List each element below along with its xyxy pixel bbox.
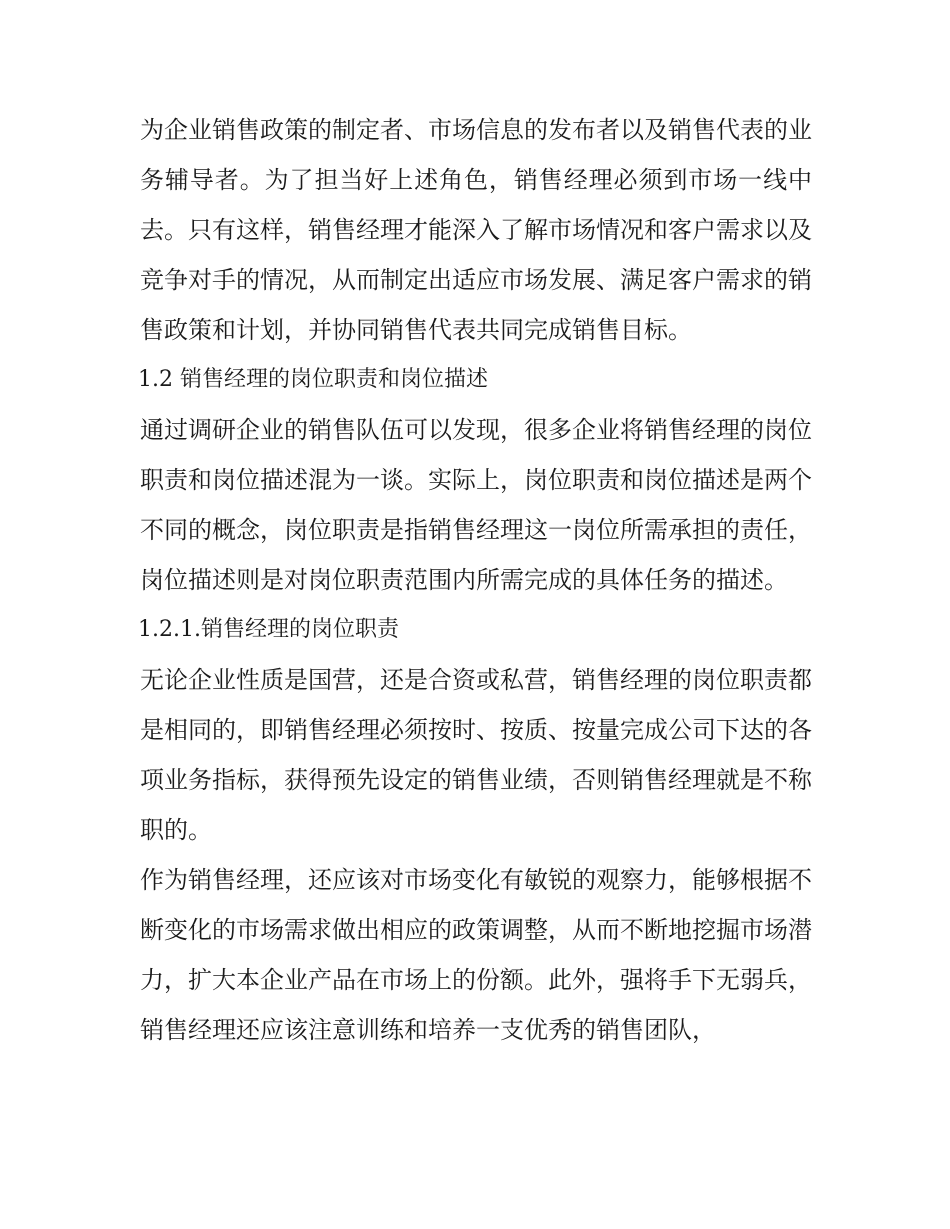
section-heading-1-2: 1.2 销售经理的岗位职责和岗位描述 xyxy=(138,367,488,392)
paragraph-section-1-2: 通过调研企业的销售队伍可以发现，很多企业将销售经理的岗位职责和岗位描述混为一谈。实际上，岗位职责和岗位描述是两个不同的概念，岗位职责是指销售经理这一岗位所需承担的责任，岗位描述则是对岗位职责范围内所需完成的具体任务的描述。 xyxy=(140,416,812,594)
paragraph-market-awareness: 作为销售经理，还应该对市场变化有敏锐的观察力，能够根据不断变化的市场需求做出相应的政策调整，从而不断地挖掘市场潜力，扩大本企业产品在市场上的份额。此外，强将手下无弱兵，销售经理还应该注意训练和培养一支优秀的销售团队， xyxy=(140,866,812,1044)
section-heading-1-2-1: 1.2.1.销售经理的岗位职责 xyxy=(138,617,399,642)
document-body xyxy=(140,105,812,1055)
paragraph-responsibility: 无论企业性质是国营，还是合资或私营，销售经理的岗位职责都是相同的，即销售经理必须按时、按质、按量完成公司下达的各项业务指标，获得预先设定的销售业绩，否则销售经理就是不称职的。 xyxy=(140,666,812,844)
paragraph-intro: 为企业销售政策的制定者、市场信息的发布者以及销售代表的业务辅导者。为了担当好上述角色，销售经理必须到市场一线中去。只有这样，销售经理才能深入了解市场情况和客户需求以及竞争对手的情况，从而制定出适应市场发展、满足客户需求的销售政策和计划，并协同销售代表共同完成销售目标。 xyxy=(140,116,812,344)
